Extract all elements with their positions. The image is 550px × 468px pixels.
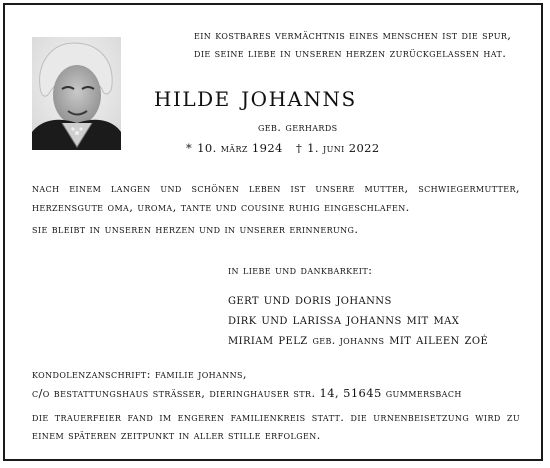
mourner-name-suffix: mit aileen zoé: [389, 332, 489, 348]
death-date-line: [296, 141, 380, 155]
maiden-name: geb. gerhards: [258, 120, 338, 134]
quote-line-1: ein kostbares vermächtnis eines menschen ist die spur,: [194, 28, 512, 42]
birth-date-line: [186, 141, 283, 155]
death-date: 1. juni 2022: [307, 141, 380, 155]
announcement-paragraph: nach einem langen und schönen leben ist unsere mutter, schwiegermutter, herzensgute oma, uroma, tante und cousine ruhig eingeschlafen.: [32, 181, 520, 214]
mourner-name: miriam pelz: [228, 332, 308, 348]
mourner-maiden-name: geb. johanns: [312, 334, 385, 347]
condolence-address: [32, 365, 462, 403]
condolence-line-2: c/o bestattungshaus strässer, dieringhauser str. 14, 51645 gummersbach: [32, 386, 462, 400]
mourners-intro: in liebe und dankbarkeit:: [228, 263, 373, 277]
birth-star-icon: *: [186, 141, 193, 155]
deceased-name: hilde johanns: [154, 80, 357, 113]
mourner-line: dirk und larissa johanns mit max: [228, 312, 460, 328]
mourner-line: [228, 330, 488, 351]
condolence-line-1: kondolenzanschrift: familie johanns,: [32, 367, 247, 381]
memorial-quote: [194, 26, 524, 62]
remembrance-paragraph: sie bleibt in unseren herzen und in unserer erinnerung.: [32, 222, 359, 236]
death-cross-icon: †: [296, 141, 303, 155]
mourner-line: gert und doris johanns: [228, 292, 392, 308]
birth-date: 10. märz 1924: [197, 141, 283, 155]
quote-line-2: die seine liebe in unseren herzen zurückgelassen hat.: [194, 46, 507, 60]
mourners-list: [228, 290, 488, 351]
portrait-photo: [32, 37, 121, 150]
funeral-note: die trauerfeier fand im engeren familienkreis statt. die urnenbeisetzung wird zu einem späteren zeitpunkt in aller stille erfolgen.: [32, 410, 520, 442]
